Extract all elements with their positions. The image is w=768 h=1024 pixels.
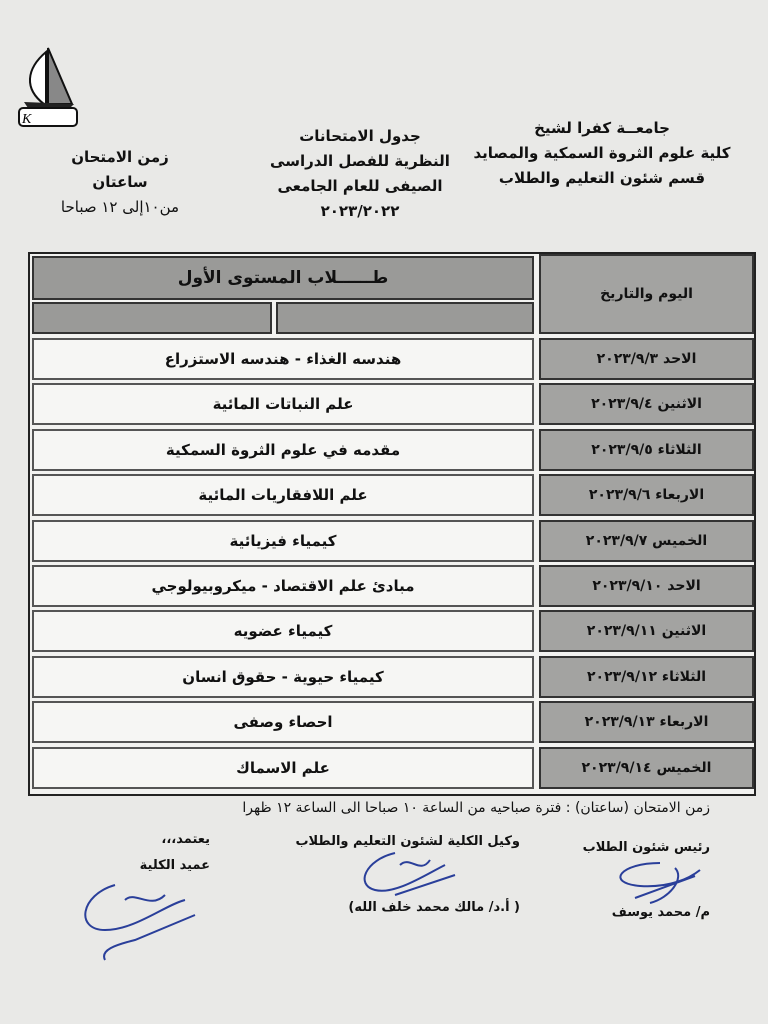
day-name: الاربعاء	[655, 487, 705, 504]
university-header	[462, 116, 742, 191]
subject-cell: مقدمه في علوم الثروة السمكية	[32, 429, 534, 471]
date-cell	[539, 520, 754, 562]
sig-dean-title: عميد الكلية	[139, 858, 210, 873]
exam-time-box	[40, 145, 200, 220]
sig-student-affairs-name: م/ محمد يوسف	[611, 905, 710, 920]
exam-duration: ساعتان	[92, 173, 148, 191]
day-name: الخميس	[656, 759, 712, 776]
day-name: الخميس	[652, 532, 708, 549]
exam-date: ٢٠٢٣/٩/١٢	[587, 668, 658, 685]
date-cell	[539, 474, 754, 516]
title-line: النظرية للفصل الدراسى	[270, 152, 450, 170]
day-name: الاثنين	[657, 396, 702, 413]
university-logo	[16, 44, 80, 128]
day-name: الثلاثاء	[661, 668, 706, 685]
schedule-title	[270, 124, 450, 224]
exam-date: ٢٠٢٣/٩/٥	[591, 441, 653, 458]
date-cell	[539, 610, 754, 652]
exam-date: ٢٠٢٣/٩/٤	[591, 396, 653, 413]
subject-cell: علم اللافقاريات المائية	[32, 474, 534, 516]
empty-header-cell	[32, 302, 272, 334]
title-line: جدول الامتحانات	[299, 127, 421, 145]
title-line: الصيفى للعام الجامعى	[277, 177, 443, 195]
exam-date: ٢٠٢٣/٩/٧	[585, 532, 648, 549]
day-name: الثلاثاء	[657, 441, 702, 458]
date-cell	[539, 338, 754, 380]
day-name: الاحد	[662, 351, 697, 367]
exam-date: ٢٠٢٣/٩/١١	[586, 623, 657, 640]
faculty-name: كلية علوم الثروة السمكية والمصايد	[473, 144, 731, 162]
exam-hours: من١٠إلى ١٢ صباحا	[60, 198, 180, 216]
date-cell	[539, 747, 754, 789]
university-name: جامعــة كفرا لشيخ	[534, 119, 670, 137]
exam-date: ٢٠٢٣/٩/٦	[588, 487, 651, 504]
day-name: الاربعاء	[659, 714, 709, 731]
day-name: الاحد	[667, 578, 701, 594]
signature-dean	[75, 870, 225, 965]
sig-approved: يعتمد،،،	[161, 832, 210, 847]
exam-date: ٢٠٢٣/٩/١٠	[592, 578, 663, 594]
exam-date: ٢٠٢٣/٩/٣	[596, 351, 659, 367]
subject-cell: كيمياء حيوية - حقوق انسان	[32, 656, 534, 698]
subject-cell: هندسه الغذاء - هندسه الاستزراع	[32, 338, 534, 380]
signature-student-affairs	[600, 858, 710, 908]
day-name: الاثنين	[661, 623, 707, 640]
subject-cell: علم الاسماك	[32, 747, 534, 789]
sig-student-affairs-title: رئيس شئون الطلاب	[582, 840, 710, 855]
level-header: طــــــلاب المستوى الأول	[32, 256, 534, 300]
date-cell	[539, 701, 754, 743]
date-cell	[539, 429, 754, 471]
sig-vice-dean-name: ( أ.د/ مالك محمد خلف الله)	[348, 900, 520, 915]
exam-schedule-table	[28, 252, 756, 796]
signature-vice-dean	[355, 845, 465, 905]
date-cell	[539, 656, 754, 698]
svg-text:K: K	[22, 112, 32, 127]
exam-date: ٢٠٢٣/٩/١٣	[584, 714, 655, 731]
subject-cell: كيمياء فيزيائية	[32, 520, 534, 562]
sig-vice-dean-title: وكيل الكلية لشئون التعليم والطلاب	[295, 834, 520, 849]
subject-cell: كيمياء عضويه	[32, 610, 534, 652]
date-cell	[539, 565, 754, 607]
exam-time-note: زمن الامتحان (ساعتان) : فترة صباحيه من الساعة ١٠ صباحا الى الساعة ١٢ ظهرا	[242, 800, 710, 816]
exam-time-label: زمن الامتحان	[71, 148, 169, 166]
date-cell	[539, 383, 754, 425]
exam-date: ٢٠٢٣/٩/١٤	[581, 759, 652, 776]
subject-cell: علم النباتات المائية	[32, 383, 534, 425]
department-name: قسم شئون التعليم والطلاب	[498, 169, 706, 187]
subject-cell: مبادئ علم الاقتصاد - ميكروبيولوجي	[32, 565, 534, 607]
empty-header-cell	[276, 302, 534, 334]
academic-year: ٢٠٢٣/٢٠٢٢	[320, 202, 400, 220]
date-column-header: اليوم والتاريخ	[539, 254, 754, 334]
subject-cell: احصاء وصفى	[32, 701, 534, 743]
